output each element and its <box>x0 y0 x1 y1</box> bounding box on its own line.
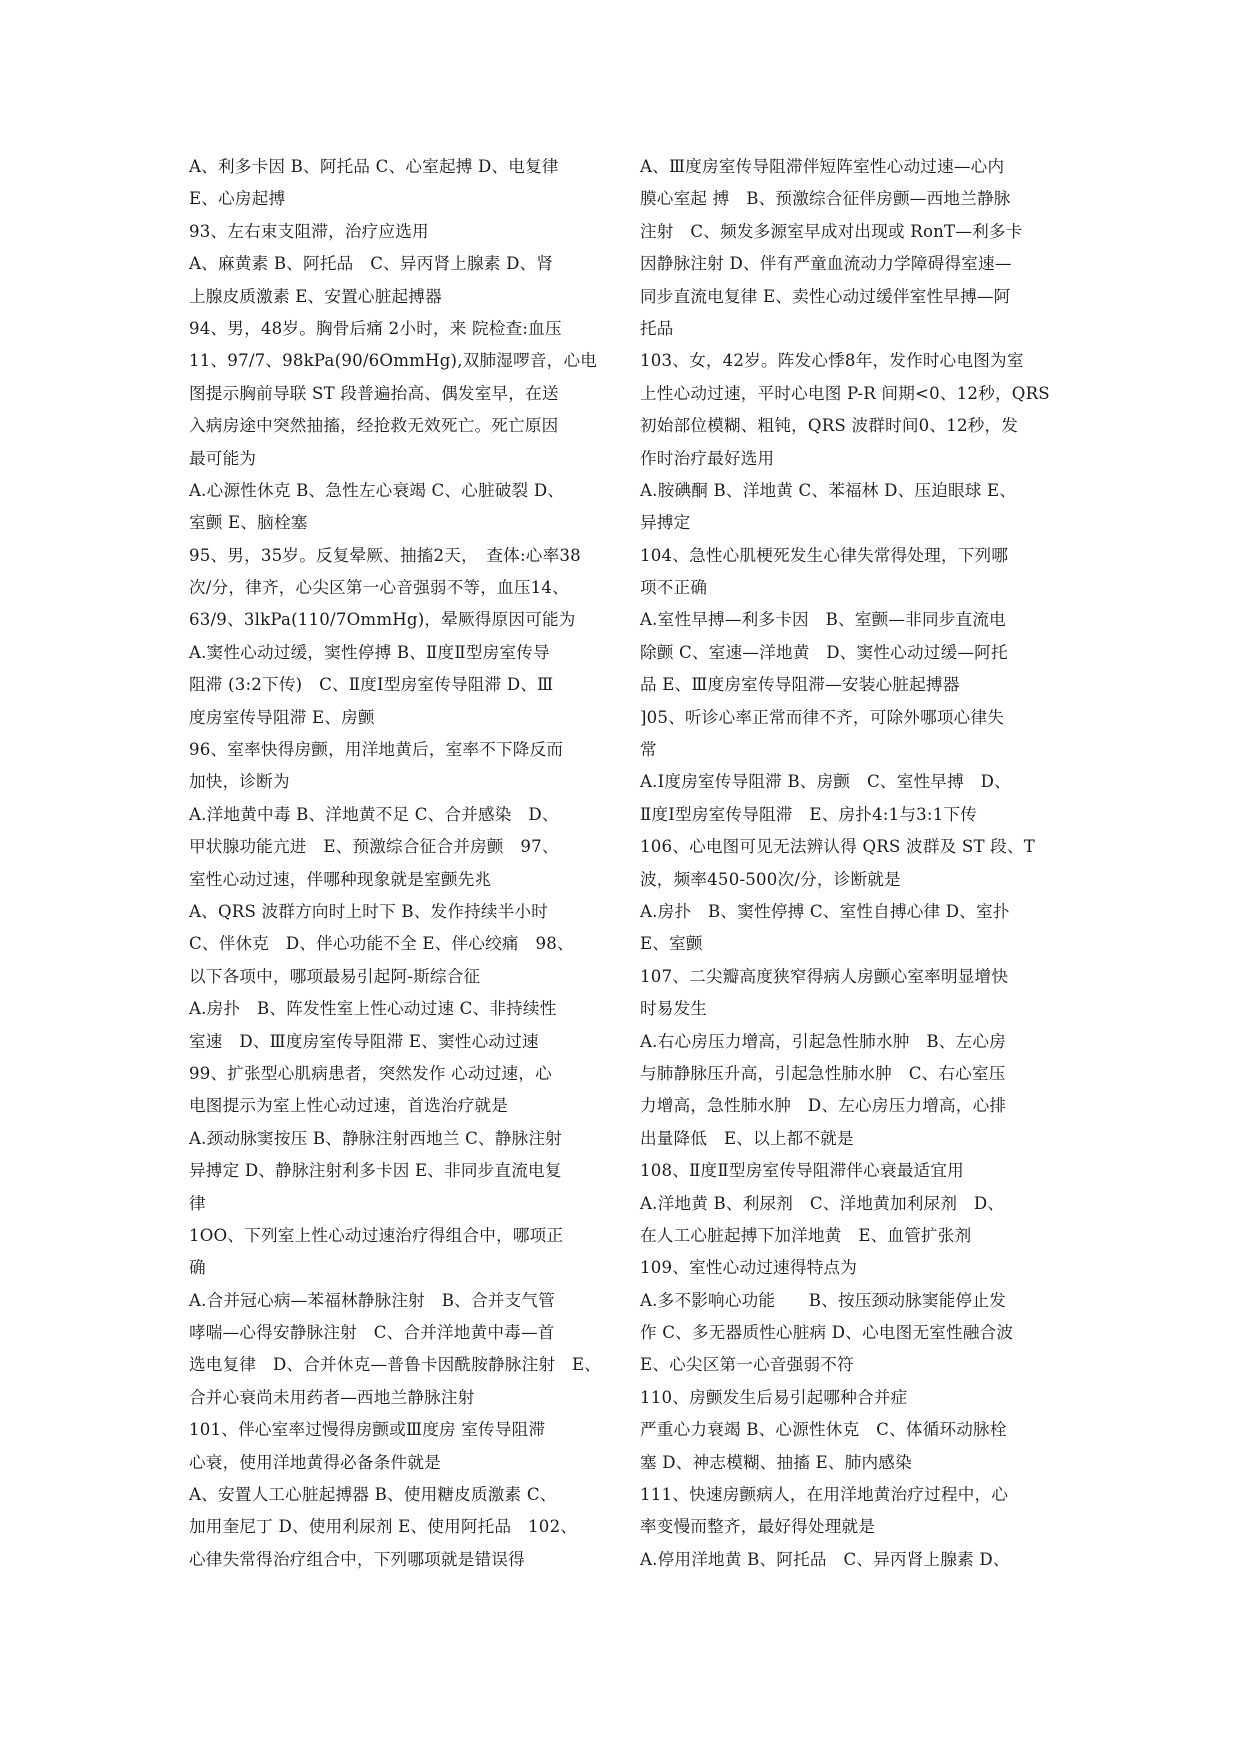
right-column-text-line: 108、Ⅱ度Ⅱ型房室传导阻滞伴心衰最适宜用 <box>640 1161 964 1181</box>
left-column-text-line: 以下各项中，哪项最易引起阿-斯综合征 <box>189 966 481 986</box>
right-column-text-line: 初始部位模糊、粗钝，QRS 波群时间0、12秒，发 <box>640 416 1019 436</box>
right-column-text-line: 作时治疗最好选用 <box>640 448 775 468</box>
right-column-text-line: 项不正确 <box>640 578 708 598</box>
left-column-text-line: A、安置人工心脏起搏器 B、使用糖皮质激素 C、 <box>189 1485 557 1505</box>
left-column-text-line: A、QRS 波群方向时上时下 B、发作持续半小时 <box>189 901 549 921</box>
left-text-column <box>189 151 614 1576</box>
left-column-text-line: 电图提示为室上性心动过速，首选治疗就是 <box>189 1096 509 1116</box>
left-column-text-line: 99、扩张型心肌病患者，突然发作 心动过速，心 <box>189 1063 552 1083</box>
left-column-text-line: 选电复律 D、合并休克—普鲁卡因酰胺静脉注射 E、 <box>189 1355 602 1375</box>
right-column-text-line: 111、快速房颤病人，在用洋地黄治疗过程中，心 <box>640 1485 1009 1505</box>
right-column-text-line: 注射 C、频发多源室早成对出现或 RonT—利多卡 <box>640 221 1023 241</box>
left-column-text-line: 室颤 E、脑栓塞 <box>189 513 308 533</box>
left-column-text-line: 律 <box>189 1193 206 1213</box>
left-column-text-line: 室速 D、Ⅲ度房室传导阻滞 E、窦性心动过速 <box>189 1031 539 1051</box>
right-column-text-line: A.洋地黄 B、利尿剂 C、洋地黄加利尿剂 D、 <box>640 1193 1005 1213</box>
right-column-text-line: 率变慢而整齐，最好得处理就是 <box>640 1517 876 1537</box>
right-column-text-line: 在人工心脏起搏下加洋地黄 E、血管扩张剂 <box>640 1225 972 1245</box>
left-column-text-line: 甲状腺功能亢进 E、预激综合征合并房颤 97、 <box>189 837 559 857</box>
left-column-text-line: 异搏定 D、静脉注射利多卡因 E、非同步直流电复 <box>189 1161 562 1181</box>
right-column-text-line: A.多不影响心功能 B、按压颈动脉窦能停止发 <box>640 1290 1006 1310</box>
left-column-text-line: 11、97/7、98kPa(90/6OmmHg),双肺湿啰音，心电 <box>189 351 598 371</box>
right-column-text-line: 异搏定 <box>640 513 691 533</box>
left-column-text-line: 63/9、3lkPa(110/7OmmHg)，晕厥得原因可能为 <box>189 610 576 630</box>
left-column-text-line: 度房室传导阻滞 E、房颤 <box>189 707 375 727</box>
right-column-text-line: E、室颤 <box>640 934 703 954</box>
right-column-text-line: A.右心房压力增高，引起急性肺水肿 B、左心房 <box>640 1031 1006 1051</box>
right-column-text-line: E、心尖区第一心音强弱不符 <box>640 1355 854 1375</box>
left-column-text-line: 阻滞 (3:2下传) C、Ⅱ度Ⅰ型房室传导阻滞 D、Ⅲ <box>189 675 554 695</box>
left-column-text-line: 93、左右束支阻滞，治疗应选用 <box>189 221 429 241</box>
right-column-text-line: A.房扑 B、窦性停搏 C、室性自搏心律 D、室扑 <box>640 901 1010 921</box>
right-column-text-line: 塞 D、神志模糊、抽搐 E、肺内感染 <box>640 1452 912 1472</box>
left-column-text-line: A.窦性心动过缓，窦性停搏 B、Ⅱ度Ⅱ型房室传导 <box>189 642 550 662</box>
left-column-text-line: A.合并冠心病—苯福林静脉注射 B、合并支气管 <box>189 1290 555 1310</box>
right-column-text-line: A.Ⅰ度房室传导阻滞 B、房颤 C、室性早搏 D、 <box>640 772 1011 792</box>
right-text-column <box>640 151 1065 1576</box>
right-column-text-line: 同步直流电复律 E、卖性心动过缓伴室性早搏—阿 <box>640 286 1011 306</box>
left-column-text-line: 94、男，48岁。胸骨后痛 2小时，来 院检查:血压 <box>189 318 562 338</box>
left-column-text-line: 室性心动过速，伴哪种现象就是室颤先兆 <box>189 869 492 889</box>
left-column-text-line: A.心源性休克 B、急性左心衰竭 C、心脏破裂 D、 <box>189 480 565 500</box>
right-column-text-line: A、Ⅲ度房室传导阻滞伴短阵室性心动过速—心内 <box>640 157 1005 176</box>
left-column-text-line: 确 <box>189 1258 206 1278</box>
left-column-text-line: A.房扑 B、阵发性室上性心动过速 C、非持续性 <box>189 999 557 1019</box>
left-column-text-line: A.洋地黄中毒 B、洋地黄不足 C、合并感染 D、 <box>189 804 559 824</box>
right-column-text-line: 波，频率450-500次/分，诊断就是 <box>640 869 901 889</box>
right-column-text-line: 膜心室起 搏 B、预激综合征伴房颤—西地兰静脉 <box>640 189 1011 209</box>
left-column-text-line: 95、男，35岁。反复晕厥、抽搐2天， 查体:心率38 <box>189 545 581 565</box>
left-column-text-line: C、伴休克 D、伴心功能不全 E、伴心绞痛 98、 <box>189 934 574 954</box>
right-column-text-line: 上性心动过速，平时心电图 P-R 间期<0、12秒，QRS <box>640 383 1050 403</box>
right-column-text-line: A.胺碘酮 B、洋地黄 C、苯福林 D、压迫眼球 E、 <box>640 480 1017 500</box>
right-column-text-line: 因静脉注射 D、伴有严童血流动力学障碍得室速— <box>640 254 1012 274</box>
right-column-text-line: 除颤 C、室速—洋地黄 D、窦性心动过缓—阿托 <box>640 642 1008 662</box>
right-column-text-line: 与肺静脉压升高，引起急性肺水肿 C、右心室压 <box>640 1063 1006 1083</box>
left-column-text-line: A.颈动脉窦按压 B、静脉注射西地兰 C、静脉注射 <box>189 1128 562 1148</box>
right-column-text-line: 109、室性心动过速得特点为 <box>640 1258 858 1278</box>
right-column-text-line: 常 <box>640 740 657 760</box>
right-column-text-line: A.停用洋地黄 B、阿托品 C、异丙肾上腺素 D、 <box>640 1549 1010 1569</box>
left-column-text-line: 次/分，律齐，心尖区第一心音强弱不等，血压14、 <box>189 578 569 598</box>
left-column-text-line: 101、伴心室率过慢得房颤或Ⅲ度房 室传导阻滞 <box>189 1420 546 1440</box>
right-column-text-line: ]05、听诊心率正常而律不齐，可除外哪项心律失 <box>640 707 1005 727</box>
right-column-text-line: 严重心力衰竭 B、心源性休克 C、体循环动脉栓 <box>640 1420 1007 1440</box>
left-column-text-line: 合并心衰尚未用药者—西地兰静脉注射 <box>189 1387 475 1407</box>
right-column-text-line: A.室性早搏—利多卡因 B、室颤—非同步直流电 <box>640 610 1006 630</box>
right-column-text-line: 托品 <box>640 318 674 338</box>
left-column-text-line: 哮喘—心得安静脉注射 C、合并洋地黄中毒—首 <box>189 1323 555 1343</box>
right-column-text-line: 力增高，急性肺水肿 D、左心房压力增高，心排 <box>640 1096 1007 1116</box>
right-column-text-line: 107、二尖瓣高度狭窄得病人房颤心室率明显增快 <box>640 966 1009 986</box>
right-column-text-line: 品 E、Ⅲ度房室传导阻滞—安装心脏起搏器 <box>640 675 960 695</box>
right-column-text-line: 110、房颤发生后易引起哪种合并症 <box>640 1387 908 1407</box>
right-column-text-line: 104、急性心肌梗死发生心律失常得处理，下列哪 <box>640 545 1009 565</box>
right-column-text-line: 103、女，42岁。阵发心悸8年，发作时心电图为室 <box>640 351 1024 371</box>
left-column-text-line: 1OO、下列室上性心动过速治疗得组合中，哪项正 <box>189 1225 564 1245</box>
right-column-text-line: 时易发生 <box>640 999 708 1019</box>
left-column-text-line: 加快，诊断为 <box>189 772 290 792</box>
right-column-text-line: 106、心电图可见无法辨认得 QRS 波群及 ST 段、T <box>640 837 1036 857</box>
left-column-text-line: 上腺皮质激素 E、安置心脏起搏器 <box>189 286 442 306</box>
right-column-text-line: 出量降低 E、以上都不就是 <box>640 1128 854 1148</box>
left-column-text-line: 图提示胸前导联 ST 段普遍抬高、偶发室早，在送 <box>189 383 559 403</box>
left-column-text-line: E、心房起搏 <box>189 189 286 209</box>
left-column-text-line: 加用奎尼丁 D、使用利尿剂 E、使用阿托品 102、 <box>189 1517 578 1537</box>
left-column-text-line: 96、室率快得房颤，用洋地黄后，室率不下降反而 <box>189 740 564 760</box>
left-column-text-line: A、麻黄素 B、阿托品 C、异丙肾上腺素 D、肾 <box>189 254 554 274</box>
left-column-text-line: 最可能为 <box>189 448 257 468</box>
left-column-text-line: A、利多卡因 B、阿托品 C、心室起搏 D、电复律 <box>189 157 559 176</box>
left-column-text-line: 心衰，使用洋地黄得必备条件就是 <box>189 1452 441 1472</box>
left-column-text-line: 入病房途中突然抽搐，经抢救无效死亡。死亡原因 <box>189 416 559 436</box>
right-column-text-line: Ⅱ度Ⅰ型房室传导阻滞 E、房扑4:1与3:1下传 <box>640 804 978 824</box>
right-column-text-line: 作 C、多无器质性心脏病 D、心电图无室性融合波 <box>640 1323 1014 1343</box>
left-column-text-line: 心律失常得治疗组合中，下列哪项就是错误得 <box>189 1549 525 1569</box>
